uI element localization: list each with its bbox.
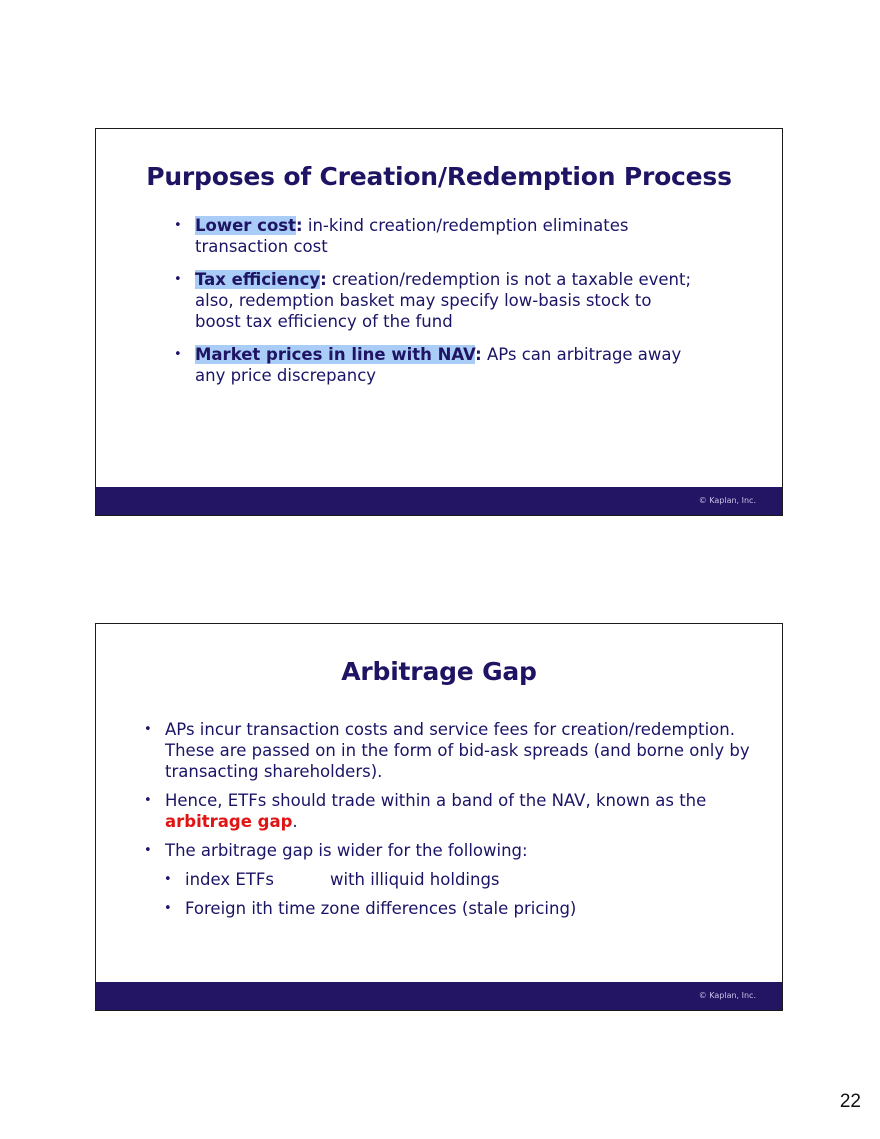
bullet-icon: •: [144, 843, 152, 858]
page-number: 22: [839, 1091, 861, 1112]
bullet-text-cont: with illiquid holdings: [329, 870, 500, 889]
term-colon: :: [475, 345, 482, 364]
sub-list-item: [164, 869, 754, 890]
bullet-icon: •: [174, 272, 182, 287]
slide-arbitrage-gap: [95, 623, 783, 1011]
list-item: [174, 269, 694, 332]
bullet-icon: •: [174, 347, 182, 362]
copyright-text: © Kaplan, Inc.: [698, 991, 756, 1000]
bullet-icon: •: [164, 872, 172, 887]
highlighted-term: Market prices in line with NAV: [195, 345, 476, 364]
slide-title: Arbitrage Gap: [341, 657, 537, 686]
bullet-text: APs incur transaction costs and service fees for creation/redemption. These are passed on in the form of bid-ask spreads (and borne only by transacting shareholders).: [165, 720, 750, 781]
list-item: [174, 215, 694, 257]
term-colon: :: [320, 270, 327, 289]
list-item: [174, 344, 694, 386]
term-colon: :: [296, 216, 303, 235]
list-item: [144, 840, 754, 861]
bullet-text: in-kind creation/redemption eliminates transaction cost: [195, 216, 629, 256]
slide-creation-redemption: [95, 128, 783, 516]
bullet-list: [174, 215, 694, 398]
slide-title: Purposes of Creation/Redemption Process: [146, 162, 732, 191]
highlighted-term: Tax efficiency: [195, 270, 321, 289]
slide-footer: [96, 487, 782, 515]
list-item: [144, 790, 754, 832]
bullet-list: [144, 719, 754, 927]
bullet-text: APs can arbitrage away any price discrepancy: [195, 345, 682, 385]
bullet-text: creation/redemption is not a taxable event; also, redemption basket may specify low-basis stock to boost tax efficiency of the fund: [195, 270, 692, 331]
list-item: [144, 719, 754, 782]
bullet-text: Foreign ith time zone differences (stale pricing): [185, 899, 577, 918]
bullet-icon: •: [164, 901, 172, 916]
slide-footer: [96, 982, 782, 1010]
copyright-text: © Kaplan, Inc.: [698, 496, 756, 505]
bullet-icon: •: [174, 218, 182, 233]
sub-list-item: [164, 898, 754, 919]
highlighted-term: Lower cost: [195, 216, 296, 235]
bullet-text: index ETFs: [185, 870, 274, 889]
bullet-text: The arbitrage gap is wider for the following:: [165, 841, 528, 860]
bullet-text: Hence, ETFs should trade within a band of the NAV, known as the: [165, 791, 707, 810]
arbitrage-gap-term: arbitrage gap: [165, 812, 293, 831]
bullet-icon: •: [144, 793, 152, 808]
bullet-icon: •: [144, 722, 152, 737]
bullet-text-end: .: [292, 812, 298, 831]
